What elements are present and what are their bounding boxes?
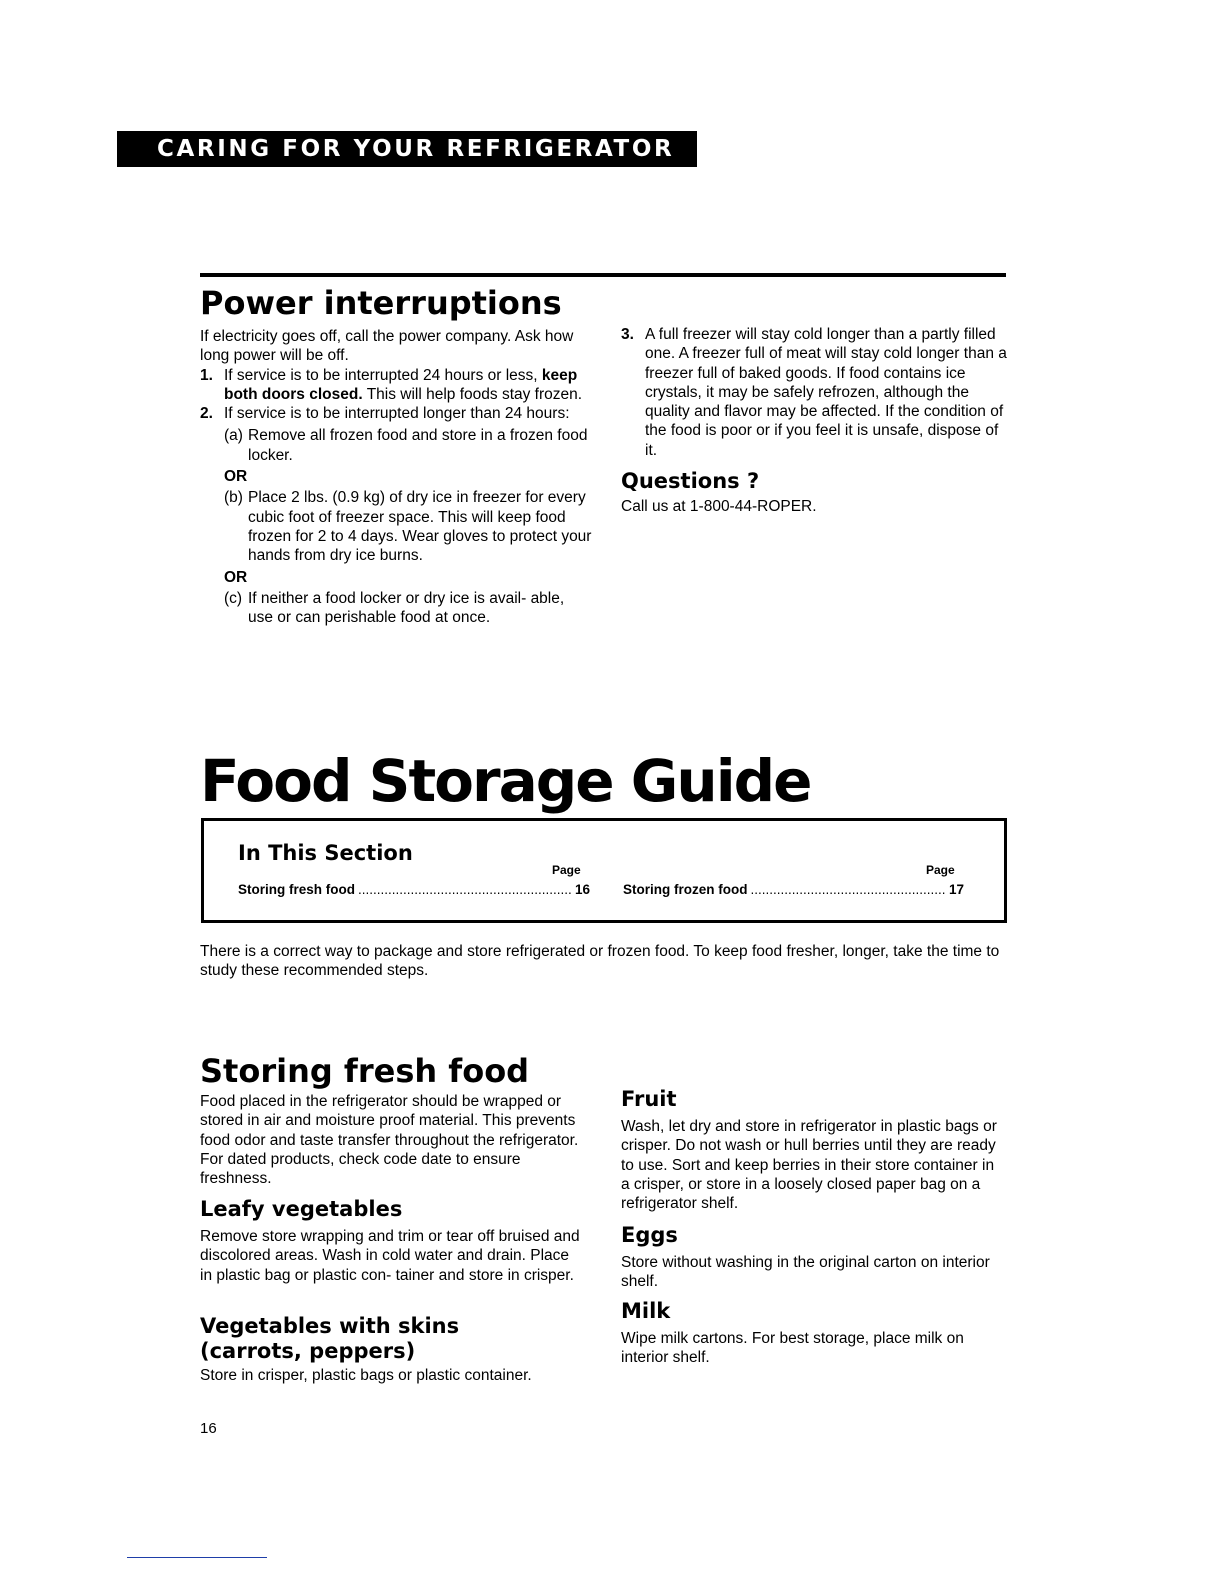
milk-heading: Milk (621, 1299, 671, 1323)
subitem-text: Remove all frozen food and store in a frozen food locker. (248, 427, 588, 464)
subitem-label: (c) (224, 589, 243, 607)
toc-entry-storing-frozen-food[interactable] (623, 882, 964, 897)
food-storage-guide-title: Food Storage Guide (200, 747, 811, 815)
footer-rule (127, 1557, 267, 1558)
power-item-2 (200, 404, 592, 423)
toc-entry-storing-fresh-food[interactable] (238, 882, 590, 897)
item-number: 1. (200, 366, 213, 384)
eggs-text: Store without washing in the original carton on interior shelf. (621, 1254, 990, 1291)
item-number: 3. (621, 326, 634, 343)
power-item-3 (621, 325, 1009, 460)
vegetables-with-skins-heading: Vegetables with skins (carrots, peppers) (200, 1314, 460, 1363)
subitem-label: (b) (224, 489, 243, 507)
power-interruptions-right-column (621, 325, 1009, 460)
power-interruptions-heading: Power interruptions (200, 284, 562, 322)
in-this-section-box (201, 818, 1007, 923)
leafy-vegetables-text: Remove store wrapping and trim or tear off bruised and discolored areas. Wash in cold water and drain. Place in plastic bag or plastic con- tainer and store in crisper. (200, 1228, 580, 1284)
section-divider (200, 273, 1006, 277)
page-number: 16 (200, 1420, 217, 1437)
section-banner: CARING FOR YOUR REFRIGERATOR (117, 131, 697, 167)
item-text: If service is to be interrupted longer than 24 hours: (224, 405, 570, 423)
toc-entry-page: 17 (948, 882, 964, 897)
power-item-1 (200, 366, 592, 405)
page-column-header: Page (552, 863, 581, 877)
power-interruptions-left-column (200, 327, 592, 627)
questions-heading: Questions ? (621, 469, 760, 493)
vegetables-with-skins-text: Store in crisper, plastic bags or plastic container. (200, 1367, 532, 1384)
subitem-label: (a) (224, 427, 243, 445)
item-emphasis: keep both doors closed. (224, 366, 578, 403)
item-text: This will help foods stay frozen. (366, 385, 583, 403)
item-text: If service is to be interrupted 24 hours or less, (224, 366, 538, 384)
or-separator: OR (224, 568, 248, 586)
power-subitem-a (200, 426, 592, 465)
milk-text: Wipe milk cartons. For best storage, place milk on interior shelf. (621, 1330, 964, 1367)
guide-intro: There is a correct way to package and store refrigerated or frozen food. To keep food fresher, longer, take the time to study these recommended steps. (200, 943, 1000, 980)
power-subitem-b (200, 488, 592, 565)
toc-leader-dots (750, 882, 945, 897)
eggs-heading: Eggs (621, 1223, 678, 1247)
in-this-section-heading: In This Section (238, 841, 413, 865)
fruit-heading: Fruit (621, 1087, 677, 1111)
item-number: 2. (200, 405, 213, 423)
page-column-header: Page (926, 863, 955, 877)
storing-fresh-food-heading: Storing fresh food (200, 1052, 530, 1090)
leafy-vegetables-heading: Leafy vegetables (200, 1197, 403, 1221)
subitem-text: If neither a food locker or dry ice is avail- able, use or can perishable food at once. (248, 589, 565, 627)
toc-entry-page: 16 (574, 882, 590, 897)
power-intro: If electricity goes off, call the power company. Ask how long power will be off. (200, 328, 574, 365)
fruit-text: Wash, let dry and store in refrigerator in plastic bags or crisper. Do not wash or hull berries until they are ready to use. Sort and keep berries in their store container in a crisper, or store in a loosely closed paper bag on a refrigerator shelf. (621, 1118, 997, 1213)
or-separator: OR (224, 468, 248, 486)
toc-entry-label: Storing frozen food (623, 882, 748, 897)
toc-leader-dots (358, 882, 572, 897)
item-text: A full freezer will stay cold longer than a partly filled one. A freezer full of meat will stay cold longer than a freezer full of baked goods. If food contains ice crystals, it may be safely refrozen, although the quality and flavor may be affected. If the condition of the food is poor or if you feel it is unsafe, dispose of it. (645, 326, 1007, 459)
questions-text: Call us at 1-800-44-ROPER. (621, 498, 817, 515)
toc-entry-label: Storing fresh food (238, 882, 355, 897)
fresh-food-intro: Food placed in the refrigerator should be wrapped or stored in air and moisture proof material. This prevents food odor and taste transfer throughout the refrigerator. For dated products, check code date to ensure freshness. (200, 1093, 579, 1188)
power-subitem-c (200, 589, 592, 628)
subitem-text: Place 2 lbs. (0.9 kg) of dry ice in freezer for every cubic foot of freezer space. This will keep food frozen for 2 to 4 days. Wear gloves to protect your hands from dry ice burns. (248, 489, 592, 565)
